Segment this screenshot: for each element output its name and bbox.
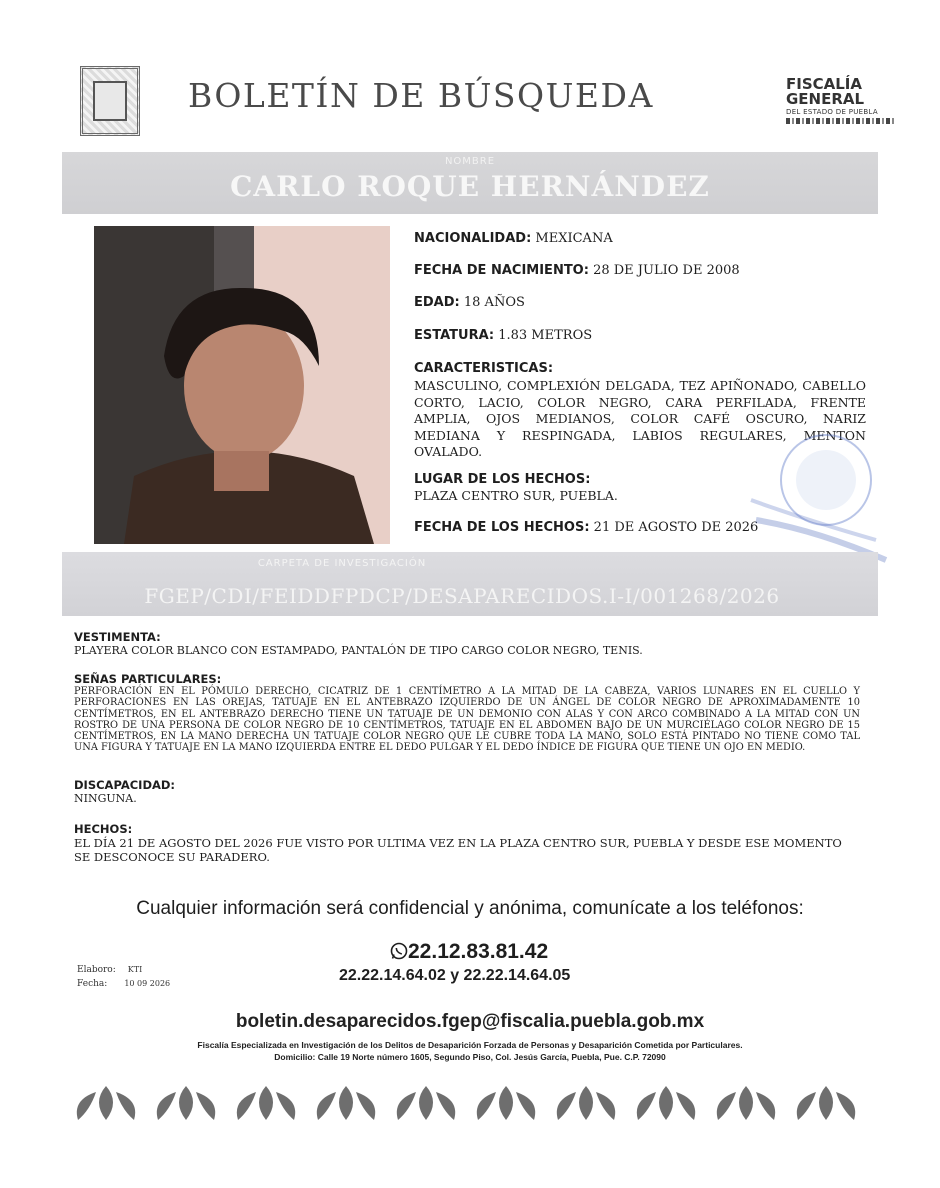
marks-label: SEÑAS PARTICULARES:: [74, 672, 222, 686]
ornament-motif: [157, 1086, 215, 1120]
case-file-label: CARPETA DE INVESTIGACIÓN: [257, 558, 427, 569]
place-label: LUGAR DE LOS HECHOS:: [414, 472, 591, 487]
fiscalia-logo: [786, 77, 898, 124]
main-phone: [390, 940, 548, 966]
ornament-motif: [397, 1086, 455, 1120]
marks-text: PERFORACIÓN EN EL PÓMULO DERECHO, CICATRIZ DE 1 CENTÍMETRO A LA MITAD DE LA CABEZA, VARIOS LUNARES EN EL CUELLO Y PERFORACIONES EN LAS OREJAS, TATUAJE EN EL ANTEBRAZO IZQUIERDO DE UN ÁNGEL DE COLOR NEGRO DE APROXIMADAMENTE 10 CENTÍMETROS, EN EL ANTEBRAZO DERECHO TIENE UN TATUAJE DE UN DEMONIO CON ALAS Y CON ARCO COMBINADO A LA MITAD CON UN ROSTRO DE UNA PERSONA DE COLOR NEGRO DE 10 CENTÍMETROS, TATUAJE EN EL ABDOMEN BAJO DE UN MURCIÉLAGO COLOR NEGRO DE 15 CENTÍMETROS, EN LA MANO DERECHA UN TATUAJE COLOR NEGRO QUE LE CUBRE TODA LA MANO, SOLO ESTÁ PINTADO NO TIENE COMO TAL UNA FIGURA Y TATUAJE EN LA MANO IZQUIERDA ENTRE EL DEDO PULGAR Y EL DEDO ÍNDICE DE FIGURA QUE TIENE UN OJO EN MEDIO.: [74, 686, 860, 754]
other-phones[interactable]: 22.22.14.64.02 y 22.22.14.64.05: [339, 967, 571, 984]
facts-label: HECHOS:: [74, 822, 133, 836]
clothing-text: PLAYERA COLOR BLANCO CON ESTAMPADO, PANTALÓN DE TIPO CARGO COLOR NEGRO, TENIS.: [74, 644, 643, 657]
birthdate-value: 28 DE JULIO DE 2008: [593, 263, 740, 278]
official-stamp: [746, 420, 896, 570]
name-label: NOMBRE: [444, 156, 496, 167]
birthdate-field: [414, 263, 740, 278]
elaboration-info: [77, 963, 170, 991]
nationality-value: MEXICANA: [535, 231, 613, 246]
whatsapp-icon: [390, 942, 408, 966]
ornament-motif: [557, 1086, 615, 1120]
elaboro-value: KTI: [127, 965, 143, 974]
ornament-motif: [637, 1086, 695, 1120]
characteristics-label: CARACTERISTICAS:: [414, 361, 554, 376]
state-seal-logo: [80, 66, 140, 136]
person-name: CARLO ROQUE HERNÁNDEZ: [230, 170, 710, 203]
elaboro-label: Elaboro:: [77, 965, 116, 975]
ornament-motif: [797, 1086, 855, 1120]
footer-address: Domicilio: Calle 19 Norte número 1605, Segundo Piso, Col. Jesús García, Puebla, Pue. C.P. 72090: [274, 1052, 666, 1062]
fecha-label: Fecha:: [77, 979, 108, 989]
characteristics-heading: [414, 361, 553, 376]
main-phone-number[interactable]: 22.12.83.81.42: [408, 940, 549, 963]
birthdate-label: FECHA DE NACIMIENTO:: [414, 263, 589, 278]
disability-text: NINGUNA.: [74, 792, 137, 805]
fecha-value: 10 09 2026: [124, 979, 171, 988]
event-date-value: 21 DE AGOSTO DE 2026: [593, 520, 759, 535]
ornament-motif: [477, 1086, 535, 1120]
ornament-motif: [77, 1086, 135, 1120]
agency-line-3: DEL ESTADO DE PUEBLA: [786, 108, 878, 116]
case-file-number: FGEP/CDI/FEIDDFPDCP/DESAPARECIDOS.I-I/001268/2026: [144, 584, 780, 608]
nationality-field: [414, 231, 613, 246]
ornament-motif: [717, 1086, 775, 1120]
bulletin-title: BOLETÍN DE BÚSQUEDA: [188, 76, 654, 115]
height-value: 1.83 METROS: [498, 328, 593, 343]
place-heading: [414, 472, 590, 487]
age-value: 18 AÑOS: [463, 295, 525, 310]
missing-person-photo: [94, 226, 390, 544]
ornament-motif: [237, 1086, 295, 1120]
characteristics-text: MASCULINO, COMPLEXIÓN DELGADA, TEZ APIÑONADO, CABELLO CORTO, LACIO, COLOR NEGRO, CARA PERFILADA, FRENTE AMPLIA, OJOS MEDIANOS, COLOR CAFÉ OSCURO, NARIZ MEDIANA Y RESPINGADA, LABIOS REGULARES, MENTON OVALADO.: [414, 378, 866, 459]
height-label: ESTATURA:: [414, 328, 495, 343]
nationality-label: NACIONALIDAD:: [414, 231, 532, 246]
event-date-label: FECHA DE LOS HECHOS:: [414, 520, 590, 535]
place-value: PLAZA CENTRO SUR, PUEBLA.: [414, 488, 618, 503]
disability-label: DISCAPACIDAD:: [74, 778, 176, 792]
clothing-label: VESTIMENTA:: [74, 630, 161, 644]
event-date-field: [414, 520, 758, 535]
age-label: EDAD:: [414, 295, 460, 310]
age-field: [414, 295, 525, 310]
ornament-motif: [317, 1086, 375, 1120]
confidential-notice: Cualquier información será confidencial y anónima, comunícate a los teléfonos:: [136, 898, 804, 919]
contact-email[interactable]: boletin.desaparecidos.fgep@fiscalia.puebla.gob.mx: [235, 1011, 705, 1032]
agency-line-1: FISCALÍA: [786, 75, 862, 93]
decorative-ornament: [66, 1080, 866, 1126]
height-field: [414, 328, 592, 343]
footer-agency: Fiscalía Especializada en Investigación de los Delitos de Desaparición Forzada de Personas y Desaparición Cometida por Particulares.: [197, 1040, 743, 1050]
facts-text: EL DÍA 21 DE AGOSTO DEL 2026 FUE VISTO POR ULTIMA VEZ EN LA PLAZA CENTRO SUR, PUEBLA Y DESDE ESE MOMENTO SE DESCONOCE SU PARADERO.: [74, 836, 842, 864]
agency-line-2: GENERAL: [786, 90, 865, 108]
logo-pattern: [786, 118, 896, 124]
